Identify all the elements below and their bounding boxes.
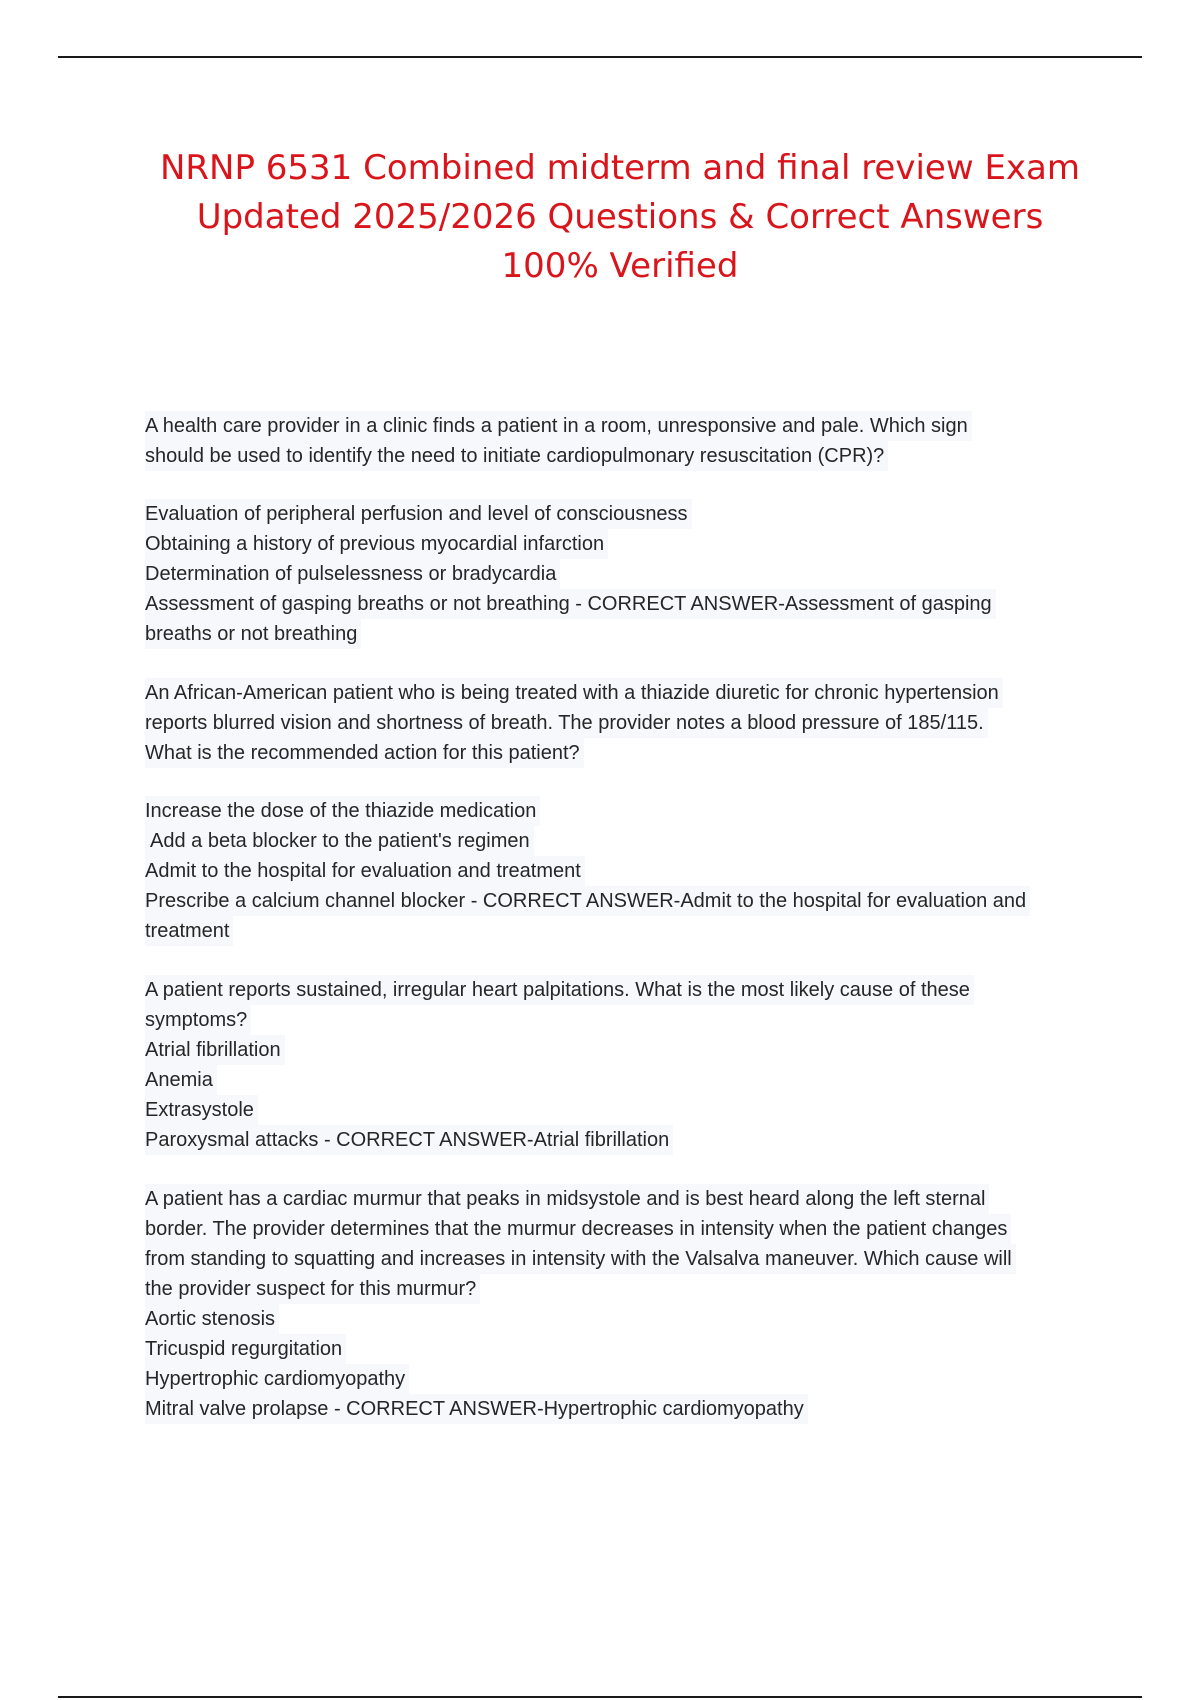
question-2-line-2: reports blurred vision and shortness of breath. The provider notes a blood pressure of 185/115. (145, 708, 988, 738)
question-1-line-1: A health care provider in a clinic finds a patient in a room, unresponsive and pale. Which sign (145, 411, 972, 441)
bottom-rule (58, 1696, 1142, 1698)
question-4-line-1: A patient has a cardiac murmur that peaks in midsystole and is best heard along the left sternal (145, 1184, 989, 1214)
question-4-line-2: border. The provider determines that the murmur decreases in intensity when the patient changes (145, 1214, 1011, 1244)
question-1-option-2: Obtaining a history of previous myocardial infarction (145, 529, 608, 559)
question-3-option-4: Paroxysmal attacks - CORRECT ANSWER-Atrial fibrillation (145, 1125, 673, 1155)
question-2-option-2: Add a beta blocker to the patient's regimen (145, 826, 534, 856)
question-4-line-4: the provider suspect for this murmur? (145, 1274, 480, 1304)
question-1-option-4: Assessment of gasping breaths or not breathing - CORRECT ANSWER-Assessment of gasping (145, 589, 996, 619)
question-4-option-3: Hypertrophic cardiomyopathy (145, 1364, 409, 1394)
question-block-2 (145, 678, 1105, 946)
question-block-3 (145, 975, 1105, 1155)
document-body (145, 411, 1105, 1453)
question-1-option-1: Evaluation of peripheral perfusion and level of consciousness (145, 499, 692, 529)
question-4-option-4: Mitral valve prolapse - CORRECT ANSWER-Hypertrophic cardiomyopathy (145, 1394, 808, 1424)
top-rule (58, 56, 1142, 58)
title-line-1: NRNP 6531 Combined midterm and final review Exam (159, 148, 1081, 188)
question-block-1 (145, 411, 1105, 649)
document-title (100, 144, 1140, 291)
title-line-2: Updated 2025/2026 Questions & Correct Answers (196, 197, 1044, 237)
question-2-line-1: An African-American patient who is being treated with a thiazide diuretic for chronic hypertension (145, 678, 1003, 708)
question-3-option-3: Extrasystole (145, 1095, 258, 1125)
question-3-line-2: symptoms? (145, 1005, 251, 1035)
spacer (145, 768, 1105, 796)
question-2-option-3: Admit to the hospital for evaluation and treatment (145, 856, 585, 886)
question-1-option-4-cont: breaths or not breathing (145, 619, 361, 649)
question-2-option-4: Prescribe a calcium channel blocker - CORRECT ANSWER-Admit to the hospital for evaluation and (145, 886, 1030, 916)
question-4-option-1: Aortic stenosis (145, 1304, 279, 1334)
title-line-3: 100% Verified (501, 246, 739, 286)
question-4-line-3: from standing to squatting and increases in intensity with the Valsalva maneuver. Which cause will (145, 1244, 1016, 1274)
question-2-line-3: What is the recommended action for this patient? (145, 738, 584, 768)
question-3-line-1: A patient reports sustained, irregular heart palpitations. What is the most likely cause of these (145, 975, 974, 1005)
question-2-option-1: Increase the dose of the thiazide medication (145, 796, 540, 826)
spacer (145, 471, 1105, 499)
question-4-option-2: Tricuspid regurgitation (145, 1334, 346, 1364)
question-2-option-4-cont: treatment (145, 916, 233, 946)
question-block-4 (145, 1184, 1105, 1424)
question-1-line-2: should be used to identify the need to initiate cardiopulmonary resuscitation (CPR)? (145, 441, 888, 471)
question-3-option-2: Anemia (145, 1065, 217, 1095)
question-3-option-1: Atrial fibrillation (145, 1035, 285, 1065)
question-1-option-3: Determination of pulselessness or bradycardia (145, 559, 560, 589)
